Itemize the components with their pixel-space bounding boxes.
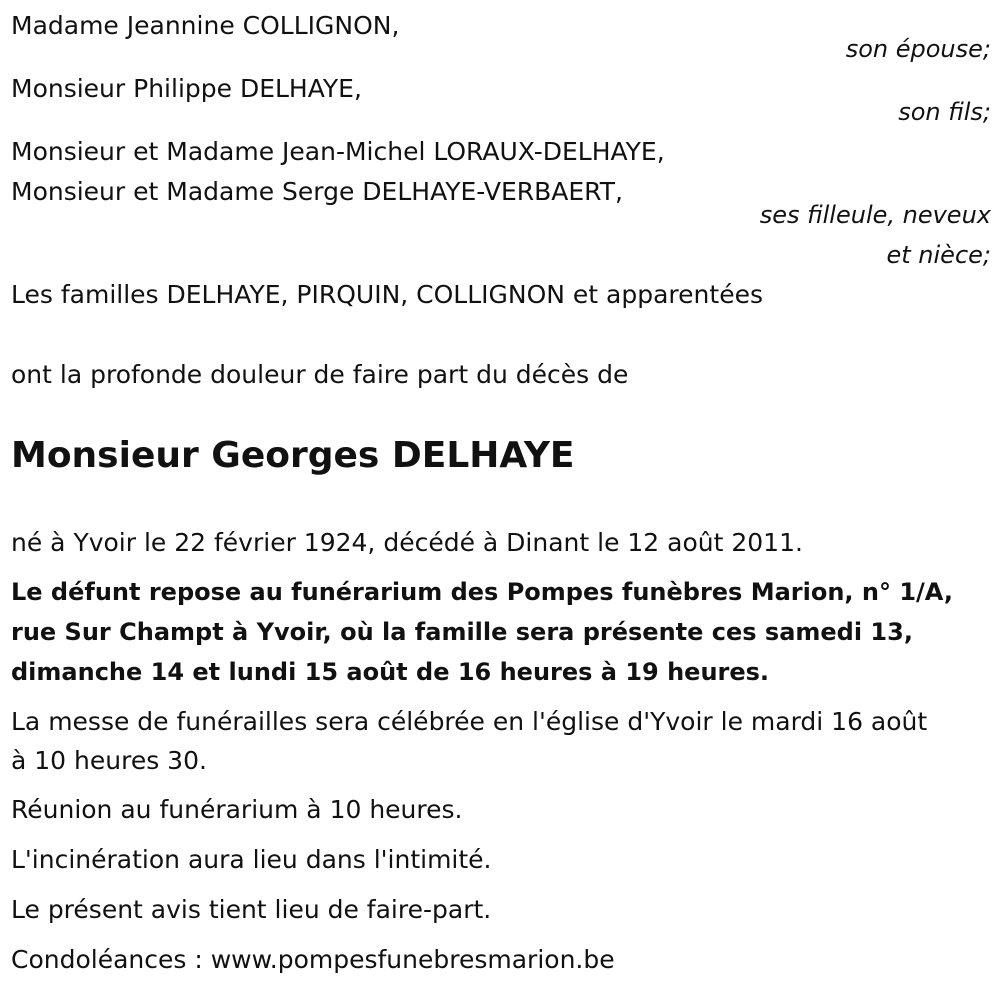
condolences-line[interactable]: Condoléances : www.pompesfunebresmarion.be xyxy=(11,945,615,974)
announcement-line: ont la profonde douleur de faire part du décès de xyxy=(11,360,629,389)
repose-line-2: rue Sur Champt à Yvoir, où la famille sera présente ces samedi 13, xyxy=(11,618,913,646)
repose-line-1: Le défunt repose au funérarium des Pompes funèbres Marion, n° 1/A, xyxy=(11,578,953,606)
birth-death-line: né à Yvoir le 22 février 1924, décédé à Dinant le 12 août 2011. xyxy=(11,528,803,557)
wife-name: Madame Jeannine COLLIGNON, xyxy=(11,11,400,40)
wife-relation: son épouse; xyxy=(845,35,991,63)
notice-line: Le présent avis tient lieu de faire-part. xyxy=(11,895,492,924)
godchild-line-2: Monsieur et Madame Serge DELHAYE-VERBAERT, xyxy=(11,177,623,206)
mass-line-1: La messe de funérailles sera célébrée en l'église d'Yvoir le mardi 16 août xyxy=(11,707,928,736)
godchild-line-1: Monsieur et Madame Jean-Michel LORAUX-DELHAYE, xyxy=(11,137,665,166)
son-relation: son fils; xyxy=(898,98,991,126)
deceased-name: Monsieur Georges DELHAYE xyxy=(11,435,575,476)
cremation-line: L'incinération aura lieu dans l'intimité. xyxy=(11,845,492,874)
godchild-relation-2: et nièce; xyxy=(886,241,991,269)
son-name: Monsieur Philippe DELHAYE, xyxy=(11,74,362,103)
godchild-relation-1: ses filleule, neveux xyxy=(759,201,991,229)
families-line: Les familles DELHAYE, PIRQUIN, COLLIGNON et apparentées xyxy=(11,280,763,309)
repose-line-3: dimanche 14 et lundi 15 août de 16 heures à 19 heures. xyxy=(11,658,770,686)
meeting-line: Réunion au funérarium à 10 heures. xyxy=(11,795,463,824)
mass-line-2: à 10 heures 30. xyxy=(11,746,207,775)
